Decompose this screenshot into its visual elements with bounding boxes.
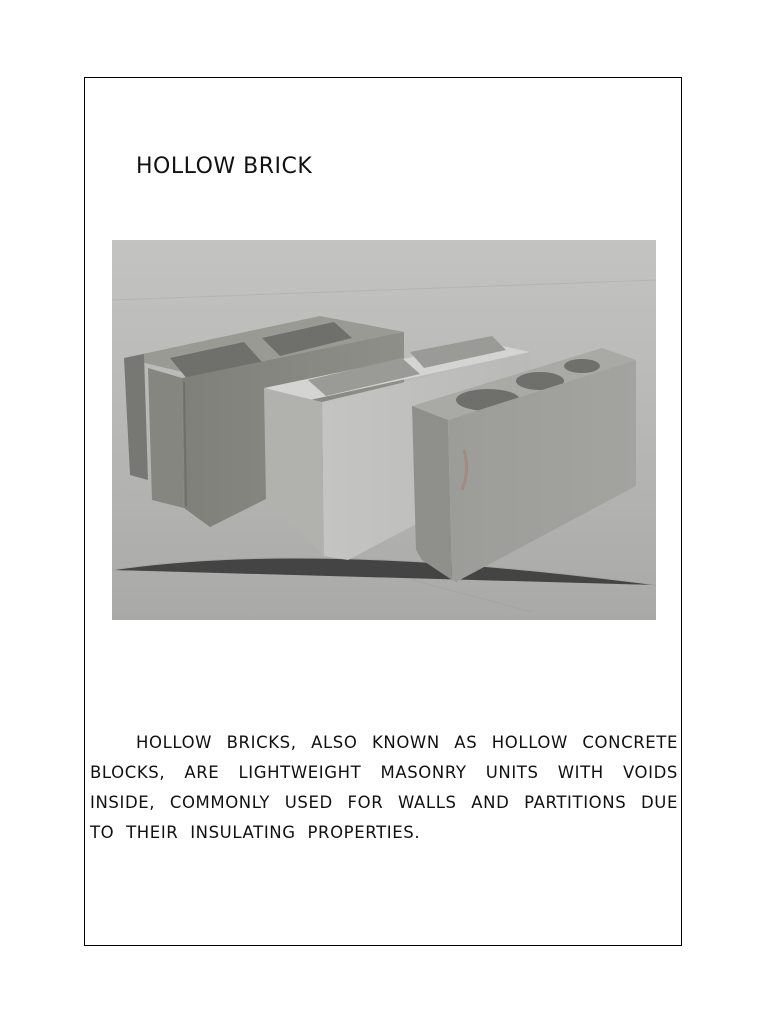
hollow-brick-photo [112,240,656,620]
page-title: HOLLOW BRICK [136,154,313,179]
description-paragraph: HOLLOW BRICKS, ALSO KNOWN AS HOLLOW CONCRETE BLOCKS, ARE LIGHTWEIGHT MASONRY UNITS WITH VOIDS INSIDE, COMMONLY USED FOR WALLS AND PARTITIONS DUE TO THEIR INSULATING PROPERTIES. [90,733,678,842]
